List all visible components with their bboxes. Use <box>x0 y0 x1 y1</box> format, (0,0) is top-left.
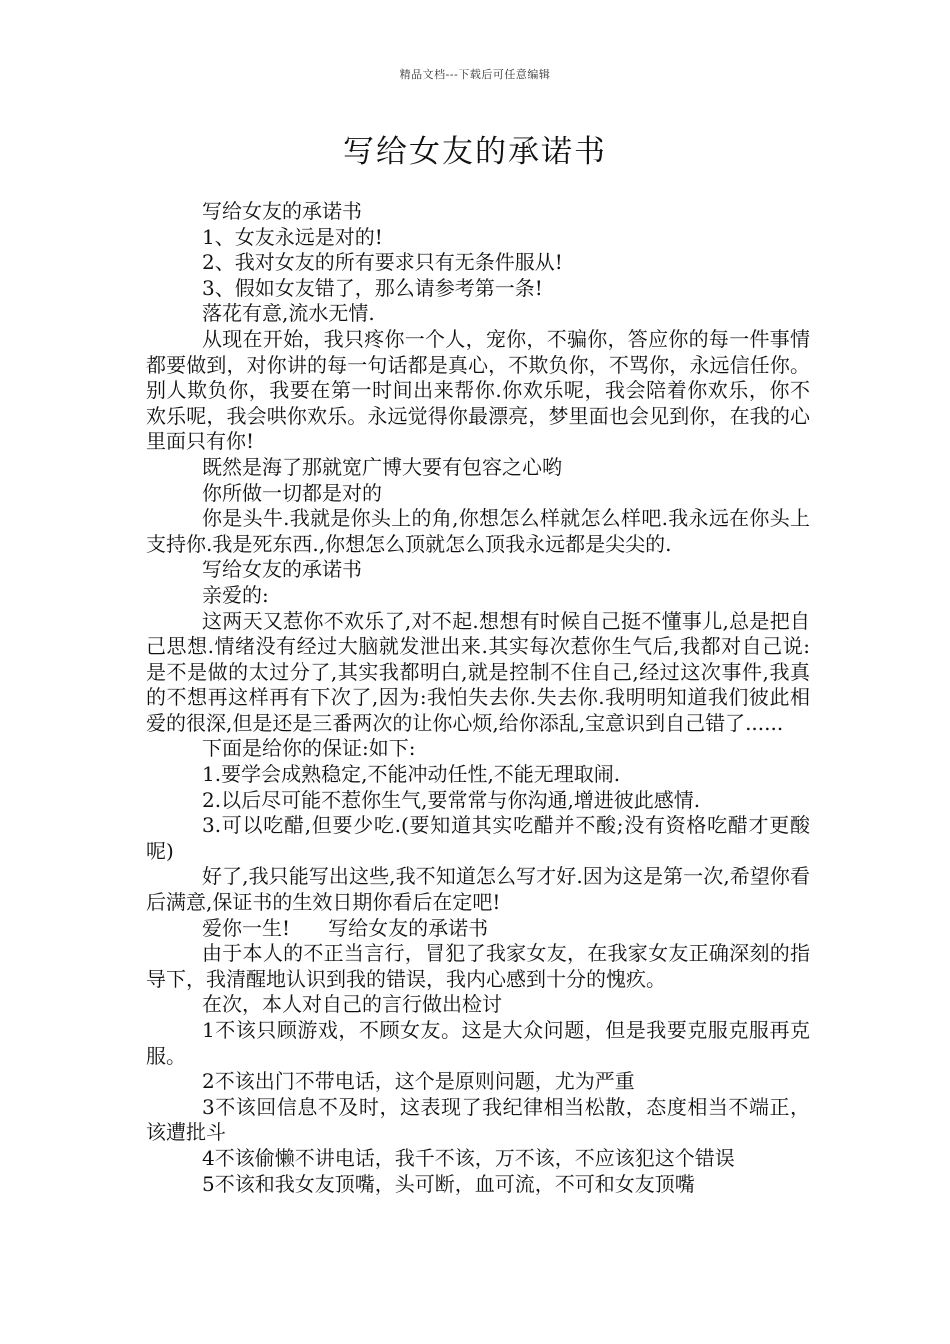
paragraph: 1.要学会成熟稳定,不能冲动任性,不能无理取闹. <box>202 762 621 787</box>
paragraph: 2.以后尽可能不惹你生气,要常常与你沟通,增进彼此感情. <box>202 787 701 812</box>
paragraph: 3.可以吃醋,但要少吃.(要知道其实吃醋并不酸;没有资格吃醋才更酸呢) <box>146 813 810 863</box>
paragraph: 3、假如女友错了，那么请参考第一条! <box>202 275 543 300</box>
paragraph: 好了,我只能写出这些,我不知道怎么写才好.因为这是第一次,希望你看后满意,保证书的生效日期你看后在定吧! <box>146 864 810 915</box>
paragraph: 你是头牛.我就是你头上的角,你想怎么样就怎么样吧.我永远在你头上支持你.我是死东西.,你想怎么顶就怎么顶我永远都是尖尖的. <box>146 506 810 556</box>
paragraph: 1、女友永远是对的! <box>202 224 383 249</box>
paragraph: 4不该偷懒不讲电话，我千不该，万不该，不应该犯这个错误 <box>202 1145 735 1170</box>
paragraph: 在次，本人对自己的言行做出检讨 <box>202 992 502 1017</box>
paragraph: 亲爱的: <box>202 582 269 607</box>
paragraph: 写给女友的承诺书 <box>202 557 362 582</box>
paragraph: 下面是给你的保证:如下: <box>202 736 416 761</box>
paragraph: 2不该出门不带电话，这个是原则问题，尤为严重 <box>202 1069 635 1094</box>
paragraph: 1不该只顾游戏，不顾女友。这是大众问题，但是我要克服克服再克服。 <box>146 1018 810 1068</box>
paragraph: 从现在开始，我只疼你一个人，宠你，不骗你，答应你的每一件事情都要做到，对你讲的每一句话都是真心，不欺负你，不骂你，永远信任你。别人欺负你，我要在第一时间出来帮你.你欢乐呢，我会陪着你欢乐，你不欢乐呢，我会哄你欢乐。永远觉得你最漂亮，梦里面也会见到你，在我的心里面只有你! <box>146 326 810 454</box>
document-body <box>146 199 810 1197</box>
paragraph: 2、我对女友的所有要求只有无条件服从! <box>202 250 563 275</box>
paragraph: 3不该回信息不及时，这表现了我纪律相当松散，态度相当不端正，该遭批斗 <box>146 1094 810 1145</box>
header-note: 精品文档---下载后可任意编辑 <box>399 68 551 81</box>
paragraph: 爱你一生! 写给女友的承诺书 <box>202 915 489 940</box>
paragraph: 你所做一切都是对的 <box>202 480 382 505</box>
paragraph: 写给女友的承诺书 <box>202 199 362 223</box>
paragraph: 落花有意,流水无情. <box>202 301 375 326</box>
paragraph: 既然是海了那就宽广博大要有包容之心哟 <box>202 454 562 479</box>
paragraph: 这两天又惹你不欢乐了,对不起.想想有时候自己挺不懂事儿,总是把自己思想.情绪没有经过大脑就发泄出来.其实每次惹你生气后,我都对自己说:是不是做的太过分了,其实我都明白,就是控制不住自己,经过这次事件,我真的不想再这样再有下次了,因为:我怕失去你.失去你.我明明知道我们彼此相爱的很深,但是还是三番两次的让你心烦,给你添乱,宝意识到自己错了...... <box>146 608 810 735</box>
document-title: 写给女友的承诺书 <box>343 134 607 170</box>
paragraph: 5不该和我女友顶嘴，头可断，血可流，不可和女友顶嘴 <box>202 1171 695 1196</box>
paragraph: 由于本人的不正当言行，冒犯了我家女友，在我家女友正确深刻的指导下，我清醒地认识到我的错误，我内心感到十分的愧疚。 <box>146 941 810 991</box>
